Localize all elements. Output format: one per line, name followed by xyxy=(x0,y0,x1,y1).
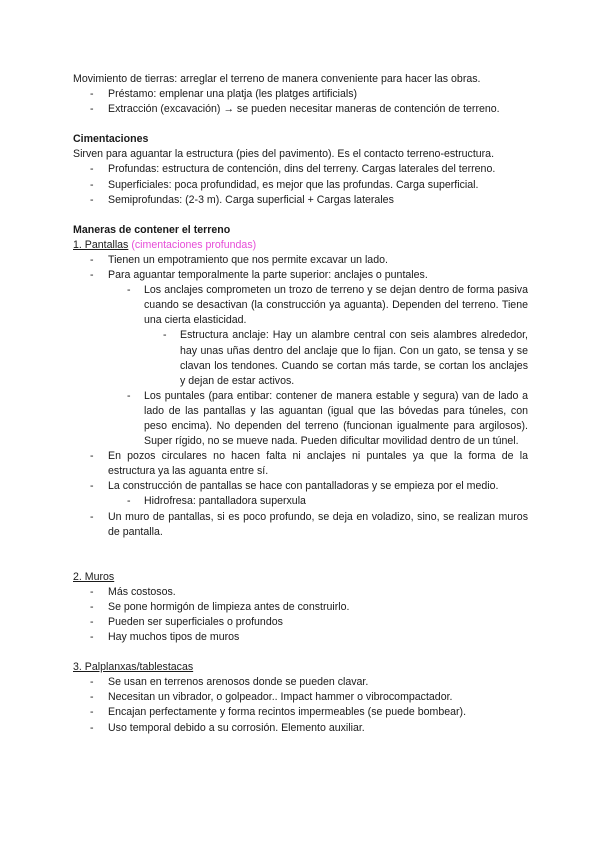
list-item: - Uso temporal debido a su corrosión. Elemento auxiliar. xyxy=(90,721,365,734)
list-item: - Profundas: estructura de contención, dins del terreny. Cargas laterales del terreno. xyxy=(90,163,496,176)
pantallas-note: (cimentaciones profundas) xyxy=(131,238,257,251)
section-heading-maneras: Maneras de contener el terreno xyxy=(73,223,231,236)
list-item: - Para aguantar temporalmente la parte superior: anclajes o puntales. xyxy=(90,269,428,282)
list-item: - Extracción (excavación) → se pueden necesitar maneras de contención de terreno. xyxy=(90,103,500,116)
list-item-anclajes: - Los anclajes comprometen un trozo de terreno y se dejan dentro de forma pasiva cuando se desactivan (la construcción ya aguanta). Dependen del terreno. Tiene una cierta elasticidad. xyxy=(127,284,528,327)
list-item: - Hay muchos tipos de muros xyxy=(90,631,240,644)
list-item: - Tienen un empotramiento que nos permite excavar un lado. xyxy=(90,253,388,266)
list-item: - Préstamo: emplenar una platja (les platges artificials) xyxy=(90,88,358,101)
list-item: - Un muro de pantallas, si es poco profundo, se deja en voladizo, sino, se realizan muros de pantalla. xyxy=(90,510,528,538)
list-item-estructura-anclaje: - Estructura anclaje: Hay un alambre central con seis alambres alrededor, hay unas uñas dentro del anclaje que lo fijan. Con un gato, se tensa y se clavan los tendones. Cuando se cortan más tarde, se cortan los anclajes y dejan de estar activos. xyxy=(163,329,528,387)
pantallas-title-line xyxy=(73,238,528,253)
pantallas-title: 1. Pantallas xyxy=(73,238,129,251)
muros-title: 2. Muros xyxy=(73,570,115,583)
list-item: - Encajan perfectamente y forma recintos impermeables (se puede bombear). xyxy=(90,706,467,719)
list-item: - Se pone hormigón de limpieza antes de construirlo. xyxy=(90,600,350,613)
list-item: - Pueden ser superficiales o profundos xyxy=(90,616,283,628)
list-item: - Más costosos. xyxy=(90,585,176,598)
list-item-hidrofresa: - Hidrofresa: pantalladora superxula xyxy=(127,495,306,508)
document-page xyxy=(73,72,528,736)
list-item: - Semiprofundas: (2-3 m). Carga superficial + Cargas laterales xyxy=(90,193,394,206)
list-item: - Se usan en terrenos arenosos donde se pueden clavar. xyxy=(90,676,369,689)
list-item: - Superficiales: poca profundidad, es mejor que las profundas. Carga superficial. xyxy=(90,178,479,191)
palplanxas-title: 3. Palplanxas/tablestacas xyxy=(73,661,194,674)
section-heading-cimentaciones: Cimentaciones xyxy=(73,133,149,146)
cimentaciones-text: Sirven para aguantar la estructura (pies del pavimento). Es el contacto terreno-estructura. xyxy=(73,148,495,161)
list-item: - Necesitan un vibrador, o golpeador.. Impact hammer o vibrocompactador. xyxy=(90,691,453,704)
list-item: - La construcción de pantallas se hace con pantalladoras y se empieza por el medio. xyxy=(90,480,499,493)
list-item-puntales: - Los puntales (para entibar: contener de manera estable y segura) van de lado a lado de las pantallas y las aguantan (igual que las bóvedas para túneles, con peso encima). No dependen del terreno (funcionan igualmente para argilosos). Super rígido, no se mueve nada. Pueden dificultar movilidad dentro de un túnel. xyxy=(127,389,528,448)
intro-text: Movimiento de tierras: arreglar el terreno de manera conveniente para hacer las obras. xyxy=(73,73,481,85)
list-item: - En pozos circulares no hacen falta ni anclajes ni puntales ya que la forma de la estructura ya las aguanta entre sí. xyxy=(90,450,528,478)
